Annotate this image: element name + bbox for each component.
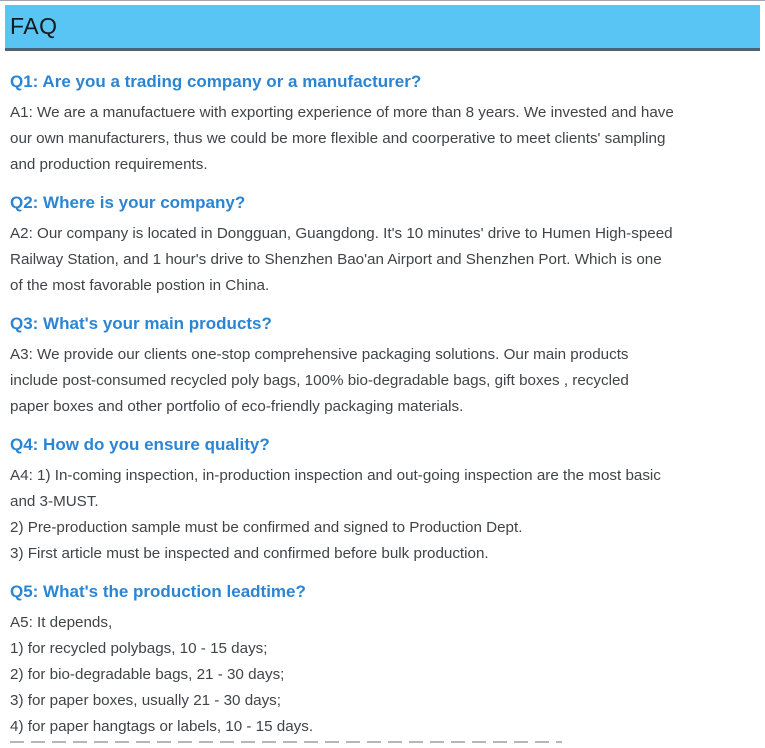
answer-line: 3) for paper boxes, usually 21 - 30 days; bbox=[10, 692, 281, 709]
faq-answer bbox=[10, 342, 755, 420]
answer-line: 1) for recycled polybags, 10 - 15 days; bbox=[10, 640, 268, 657]
faq-answer bbox=[10, 610, 755, 740]
page-top-divider bbox=[0, 0, 765, 1]
answer-line: and production requirements. bbox=[10, 156, 208, 173]
answer-line: paper boxes and other portfolio of eco-friendly packaging materials. bbox=[10, 398, 464, 415]
faq-question: Q4: How do you ensure quality? bbox=[10, 435, 270, 454]
faq-answer bbox=[10, 221, 755, 299]
answer-line: 4) for paper hangtags or labels, 10 - 15 days. bbox=[10, 718, 314, 735]
answer-line: A3: We provide our clients one-stop comprehensive packaging solutions. Our main products bbox=[10, 346, 629, 363]
answer-line: our own manufacturers, thus we could be more flexible and coorperative to meet clients' sampling bbox=[10, 130, 666, 147]
answer-line: A2: Our company is located in Dongguan, Guangdong. It's 10 minutes' drive to Humen High-speed bbox=[10, 225, 673, 242]
faq-section bbox=[10, 435, 755, 567]
answer-line: of the most favorable postion in China. bbox=[10, 277, 270, 294]
faq-content bbox=[0, 72, 765, 743]
faq-question: Q3: What's your main products? bbox=[10, 314, 272, 333]
answer-line: A4: 1) In-coming inspection, in-production inspection and out-going inspection are the most basic bbox=[10, 467, 661, 484]
answer-line: 2) Pre-production sample must be confirmed and signed to Production Dept. bbox=[10, 519, 523, 536]
answer-line: A1: We are a manufactuere with exporting experience of more than 8 years. We invested and have bbox=[10, 104, 674, 121]
faq-section bbox=[10, 582, 755, 740]
faq-question: Q1: Are you a trading company or a manufacturer? bbox=[10, 72, 422, 91]
faq-section bbox=[10, 193, 755, 299]
answer-line: and 3-MUST. bbox=[10, 493, 99, 510]
answer-line: A5: It depends, bbox=[10, 614, 113, 631]
faq-answer bbox=[10, 463, 755, 567]
faq-question: Q5: What's the production leadtime? bbox=[10, 582, 306, 601]
faq-answer bbox=[10, 100, 755, 178]
faq-header-bar bbox=[5, 5, 760, 51]
faq-question: Q2: Where is your company? bbox=[10, 193, 246, 212]
faq-title: FAQ bbox=[10, 13, 58, 39]
answer-line: Railway Station, and 1 hour's drive to Shenzhen Bao'an Airport and Shenzhen Port. Which is one bbox=[10, 251, 662, 268]
answer-line: 3) First article must be inspected and confirmed before bulk production. bbox=[10, 545, 489, 562]
answer-line: 2) for bio-degradable bags, 21 - 30 days; bbox=[10, 666, 285, 683]
answer-line: include post-consumed recycled poly bags, 100% bio-degradable bags, gift boxes , recycled bbox=[10, 372, 629, 389]
faq-section bbox=[10, 314, 755, 420]
cutoff-next-row bbox=[10, 741, 562, 743]
faq-section bbox=[10, 72, 755, 178]
